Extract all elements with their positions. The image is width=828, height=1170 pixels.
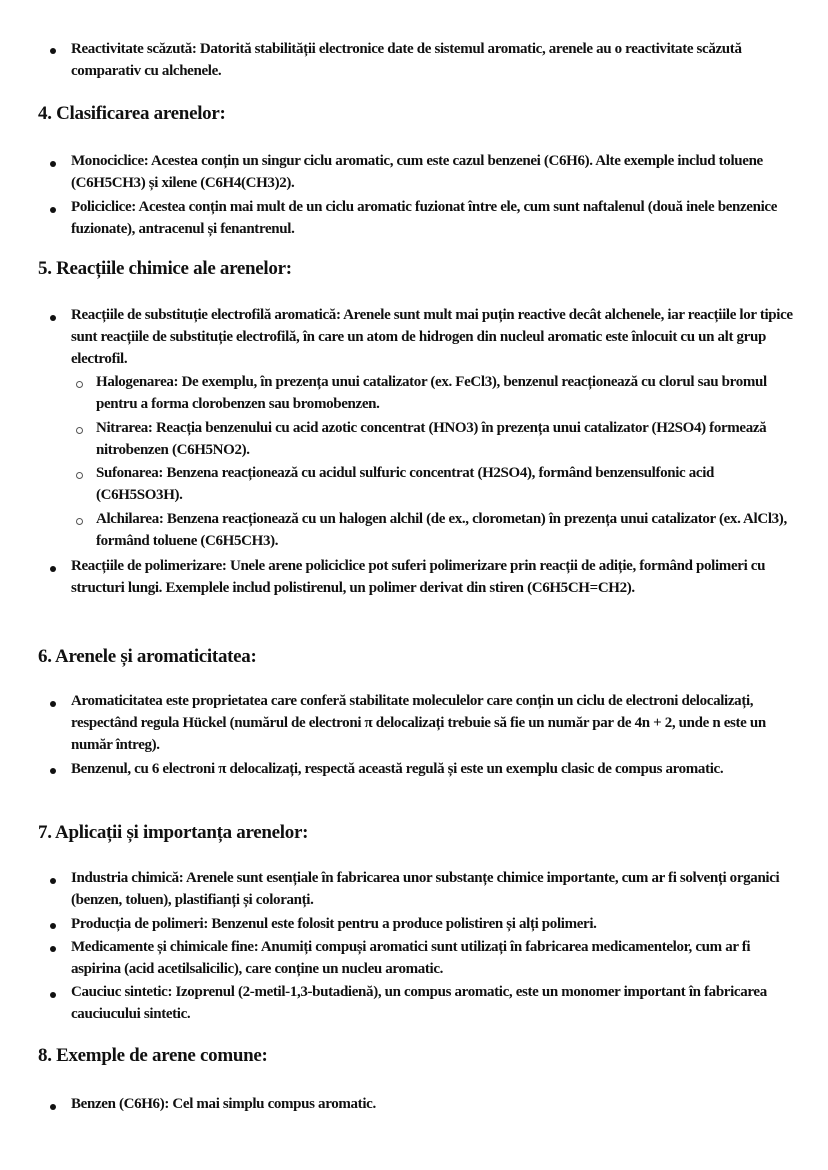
section-heading-5: 5. Reacțiile chimice ale arenelor: (38, 258, 292, 279)
section-heading-7: 7. Aplicații și importanța arenelor: (38, 822, 309, 843)
list-item: Monociclice: Acestea conțin un singur ciclu aromatic, cum este cazul benzenei (C6H6). Alte exemple includ toluene (C6H5CH3) și xilene (C6H4(CH3)2). (71, 153, 763, 191)
list-item: Reactivitate scăzută: Datorită stabilității electronice date de sistemul aromatic, arenele au o reactivitate scăzută comparativ cu alchenele. (71, 41, 742, 79)
sub-list-item: Halogenarea: De exemplu, în prezența unui catalizator (ex. FeCl3), benzenul reacționează cu clorul sau bromul pentru a forma clorobenzen sau bromobenzen. (96, 374, 767, 412)
hollow-bullet-icon (76, 518, 83, 525)
list-item: Cauciuc sintetic: Izoprenul (2-metil-1,3-butadienă), un compus aromatic, este un monomer important în fabricarea cauciucului sintetic. (71, 984, 767, 1022)
hollow-bullet-icon (76, 381, 83, 388)
sub-list-item: Alchilarea: Benzena reacționează cu un halogen alchil (de ex., clorometan) în prezența unui catalizator (ex. AlCl3), formând toluene (C6H5CH3). (96, 511, 787, 549)
list-item: Producția de polimeri: Benzenul este folosit pentru a produce polistiren și alți polimeri. (71, 916, 597, 932)
bullet-icon (50, 1104, 56, 1110)
list-item: Medicamente și chimicale fine: Anumiți compuși aromatici sunt utilizați în fabricarea medicamentelor, cum ar fi aspirina (acid acetilsalicilic), care conține un nucleu aromatic. (71, 939, 751, 977)
hollow-bullet-icon (76, 472, 83, 479)
section-heading-6: 6. Arenele și aromaticitatea: (38, 646, 257, 667)
bullet-icon (50, 315, 56, 321)
sub-list-item: Sufonarea: Benzena reacționează cu acidul sulfuric concentrat (H2SO4), formând benzensulfonic acid (C6H5SO3H). (96, 465, 715, 503)
bullet-icon (50, 48, 56, 54)
list-item: Policiclice: Acestea conțin mai mult de un ciclu aromatic fuzionat între ele, cum sunt naftalenul (două inele benzenice fuzionate), antracenul și fenantrenul. (71, 199, 778, 237)
bullet-icon (50, 878, 56, 884)
bullet-icon (50, 566, 56, 572)
bullet-icon (50, 946, 56, 952)
list-item: Reacțiile de substituție electrofilă aromatică: Arenele sunt mult mai puțin reactive decât alchenele, iar reacțiile lor tipice sunt reacțiile de substituție electrofilă, în care un atom de hidrogen din nucleul aromatic este înlocuit cu un alt grup electrofil. (71, 307, 793, 367)
section-heading-8: 8. Exemple de arene comune: (38, 1045, 268, 1066)
bullet-icon (50, 161, 56, 167)
bullet-icon (50, 701, 56, 707)
list-item: Reacțiile de polimerizare: Unele arene policiclice pot suferi polimerizare prin reacții de adiție, formând polimeri cu structuri lungi. Exemplele includ polistirenul, un polimer derivat din stiren (C6H5CH=CH2). (71, 558, 766, 596)
list-item: Aromaticitatea este proprietatea care conferă stabilitate moleculelor care conțin un ciclu de electroni delocalizați, respectând regula Hückel (numărul de electroni π delocalizați trebuie să fie un număr par de 4n + 2, unde n este un număr întreg). (71, 693, 766, 753)
bullet-icon (50, 992, 56, 998)
list-item: Industria chimică: Arenele sunt esențiale în fabricarea unor substanțe chimice importante, cum ar fi solvenți organici (benzen, toluen), plastifianți și coloranți. (71, 870, 780, 908)
bullet-icon (50, 207, 56, 213)
list-item: Benzen (C6H6): Cel mai simplu compus aromatic. (71, 1096, 376, 1112)
section-heading-4: 4. Clasificarea arenelor: (38, 103, 226, 124)
hollow-bullet-icon (76, 427, 83, 434)
bullet-icon (50, 923, 56, 929)
bullet-icon (50, 768, 56, 774)
list-item: Benzenul, cu 6 electroni π delocalizați, respectă această regulă și este un exemplu clasic de compus aromatic. (71, 761, 724, 777)
sub-list-item: Nitrarea: Reacția benzenului cu acid azotic concentrat (HNO3) în prezența unui catalizator (H2SO4) formează nitrobenzen (C6H5NO2). (96, 420, 767, 458)
